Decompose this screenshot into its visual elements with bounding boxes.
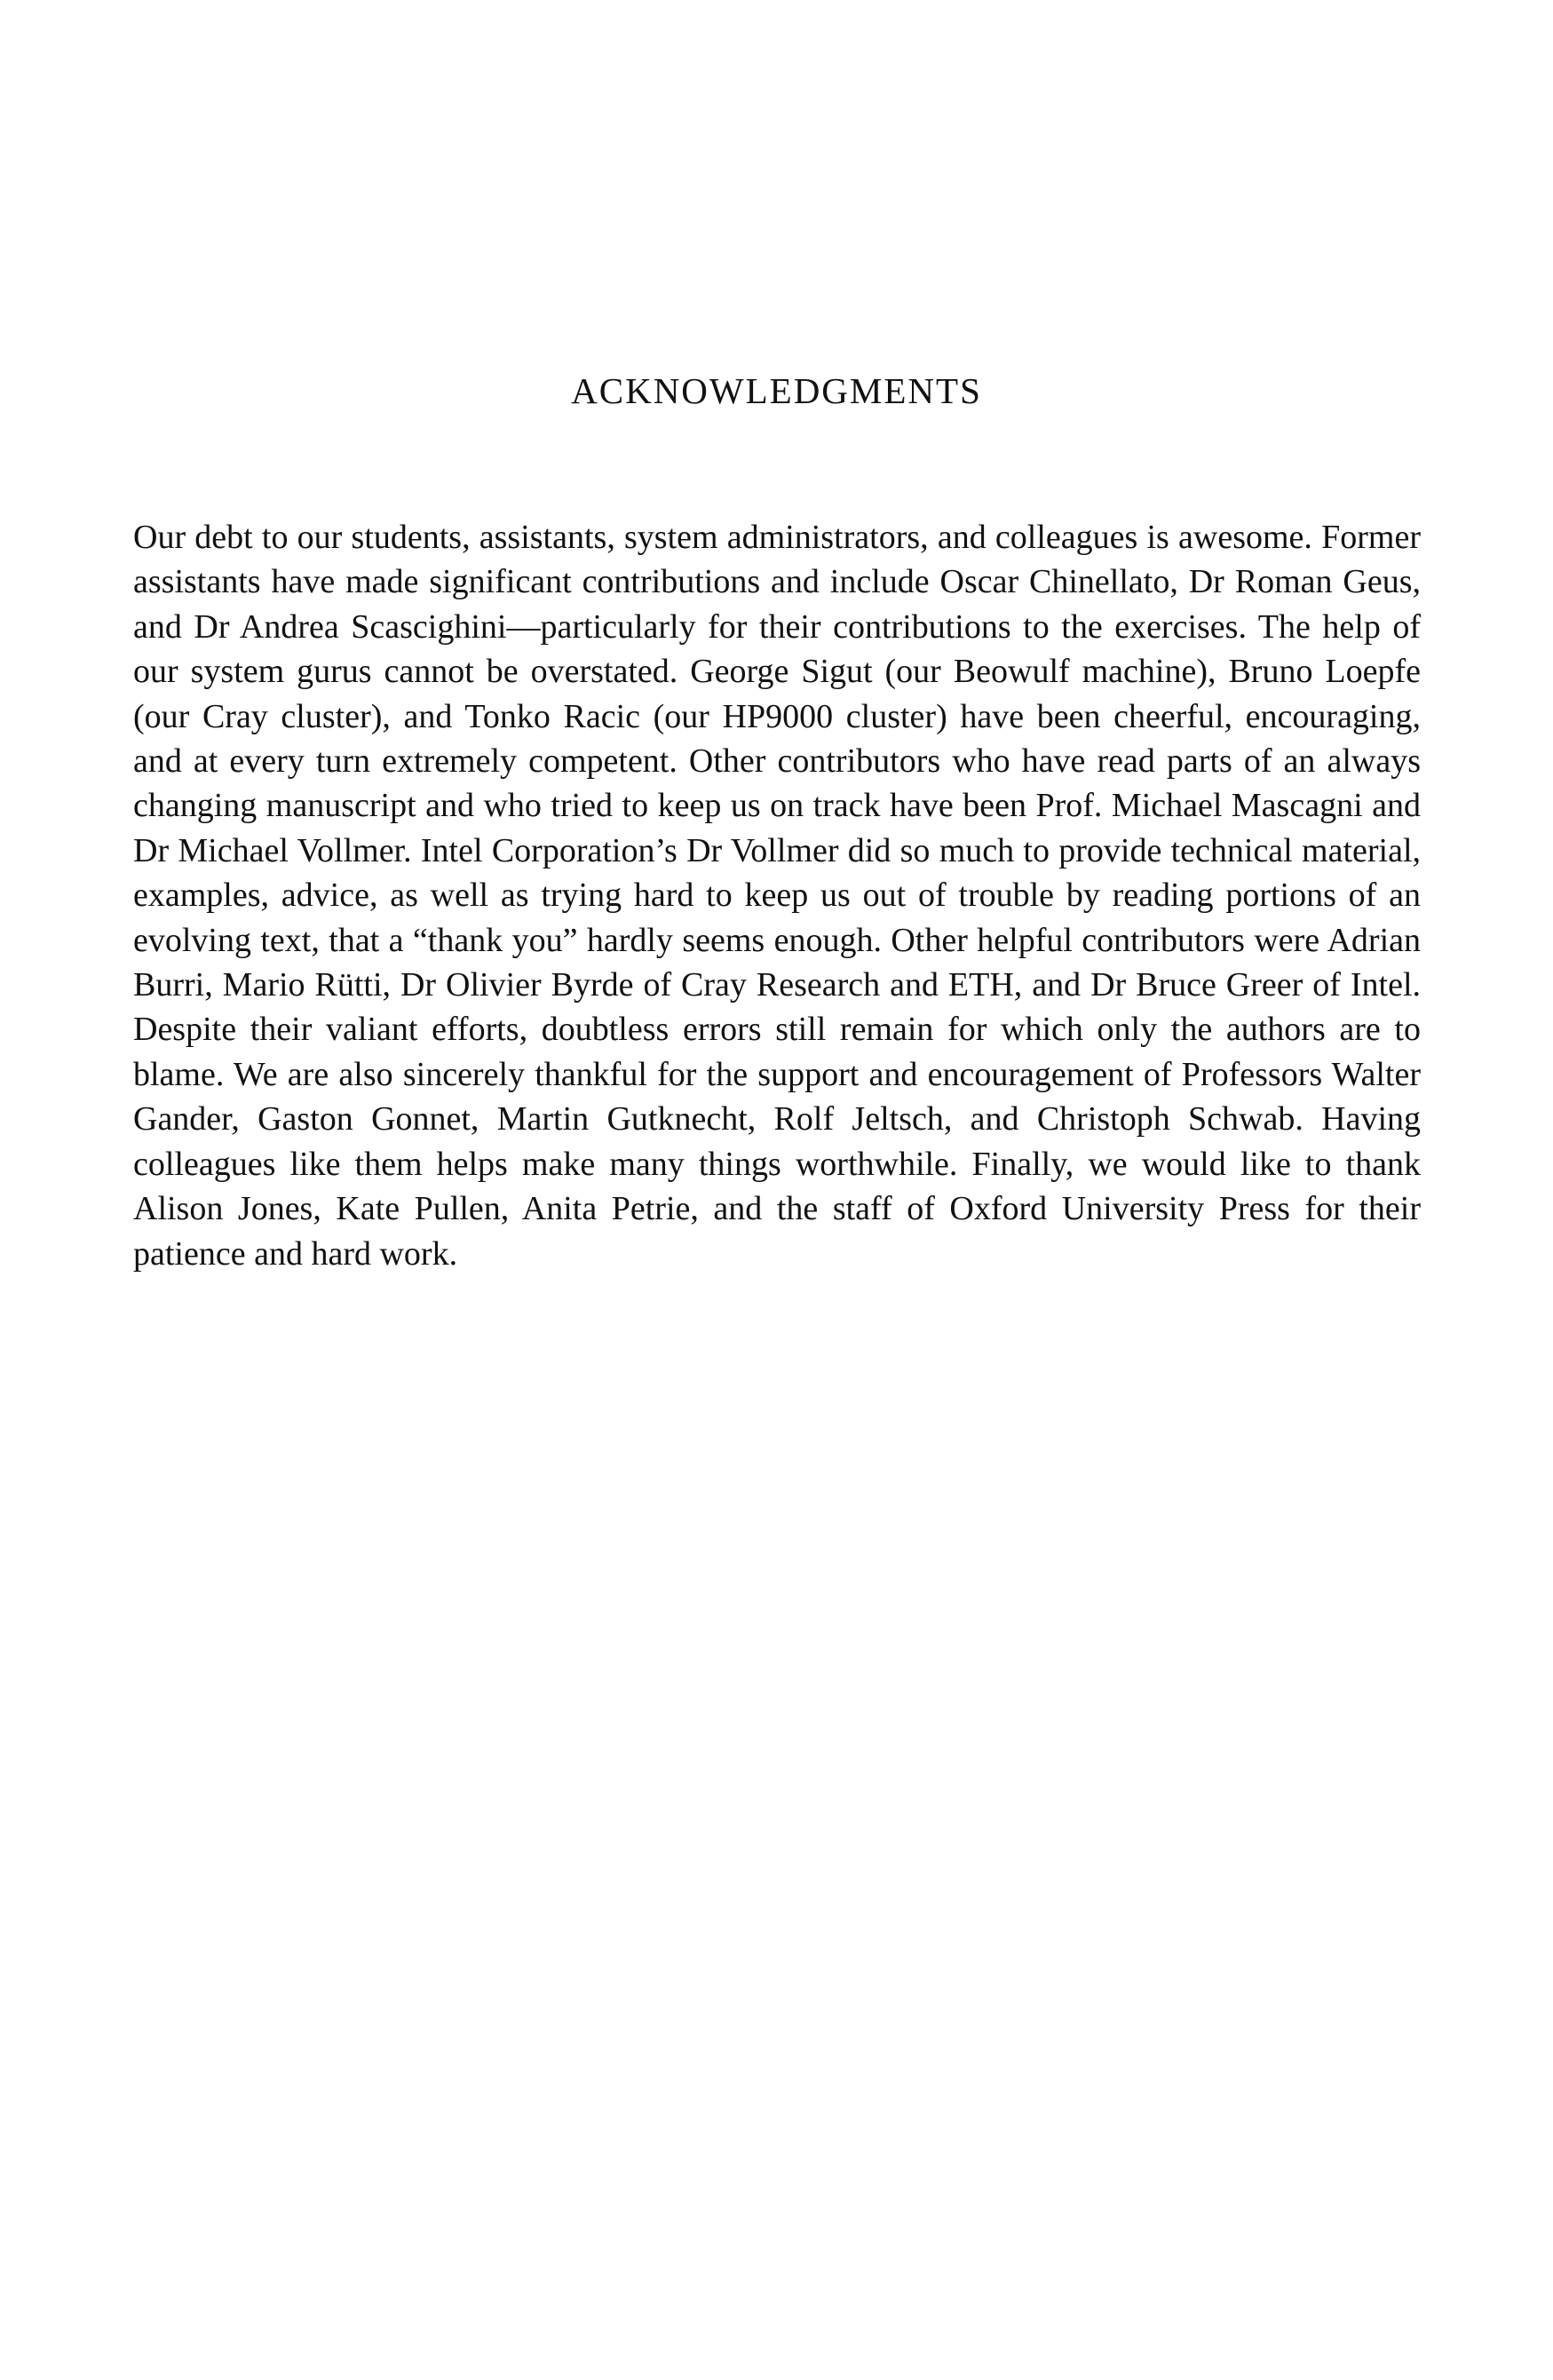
page-title: ACKNOWLEDGMENTS <box>571 370 982 411</box>
acknowledgments-paragraph: Our debt to our students, assistants, system administrators, and colleagues is awesome. Former assistants have made significant contributions and include Oscar Chinellato, Dr Roman Geus, and Dr Andrea Scascighini—particularly for their contributions to the exercises. The help of our system gurus cannot be overstated. George Sigut (our Beowulf machine), Bruno Loepfe (our Cray cluster), and Tonko Racic (our HP9000 cluster) have been cheerful, encouraging, and at every turn extremely competent. Other contributors who have read parts of an always changing manuscript and who tried to keep us on track have been Prof. Michael Mascagni and Dr Michael Vollmer. Intel Corporation’s Dr Vollmer did so much to provide technical material, examples, advice, as well as trying hard to keep us out of trouble by reading portions of an evolving text, that a “thank you” hardly seems enough. Other helpful contributors were Adrian Burri, Mario Rütti, Dr Olivier Byrde of Cray Research and ETH, and Dr Bruce Greer of Intel. Despite their valiant efforts, doubtless errors still remain for which only the authors are to blame. We are also sincerely thankful for the support and encouragement of Professors Walter Gander, Gaston Gonnet, Martin Gutknecht, Rolf Jeltsch, and Christoph Schwab. Having colleagues like them helps make many things worthwhile. Finally, we would like to thank Alison Jones, Kate Pullen, Anita Petrie, and the staff of Oxford University Press for their patience and hard work. <box>133 519 1421 1273</box>
